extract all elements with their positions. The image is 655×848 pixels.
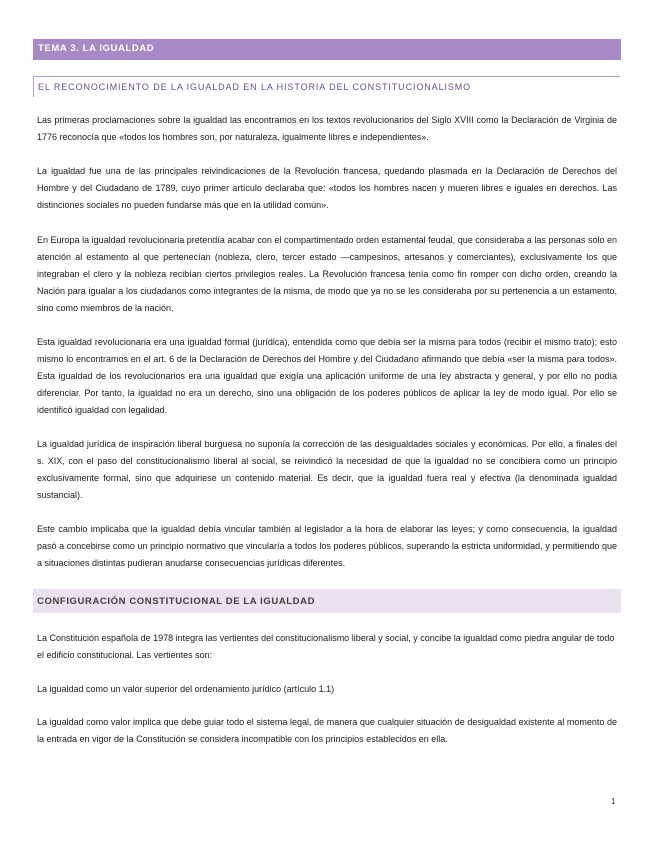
section-heading-constitutional: [33, 589, 621, 613]
section-title: EL RECONOCIMIENTO DE LA IGUALDAD EN LA HISTORIA DEL CONSTITUCIONALISMO: [38, 82, 472, 92]
page-number: 1: [611, 797, 616, 806]
paragraph: Las primeras proclamaciones sobre la igualdad las encontramos en los textos revolucionarios del Siglo XVIII como la Declaración de Virginia de 1776 reconocía que «todos los hombres son, por naturaleza, igualmente libres e independientes».: [37, 115, 617, 142]
paragraph: La igualdad fue una de las principales reivindicaciones de la Revolución francesa, quedando plasmada en la Declaración de Derechos del Hombre y del Ciudadano de 1789, cuyo primer artículo declaraba que: «todos los hombres nacen y mueren libres e iguales en derechos. Las distinciones sociales no pueden fundarse más que en la utilidad común».: [37, 166, 617, 210]
paragraph: Este cambio implicaba que la igualdad debía vincular también al legislador a la hora de elaborar las leyes; y como consecuencia, la igualdad pasó a concebirse como un principio normativo que vincularía a todos los poderes públicos, superando la estricta uniformidad, y permitiendo que a situaciones distintas pudieran anudarse consecuencias jurídicas diferentes.: [37, 524, 617, 568]
section-heading-history: [33, 76, 620, 97]
section-title: CONFIGURACIÓN CONSTITUCIONAL DE LA IGUALDAD: [37, 596, 316, 607]
topic-title: TEMA 3. LA IGUALDAD: [38, 43, 155, 54]
topic-header-bar: [33, 39, 621, 60]
paragraph: La igualdad jurídica de inspiración liberal burguesa no suponía la corrección de las desigualdades sociales y económicas. Por ello, a finales del s. XIX, con el paso del constitucionalismo liberal al social, se reivindicó la necesidad de que la igualdad no se concibiera como un principio exclusivamente formal, sino que adquiriese un contenido material. Es decir, que la igualdad fuera real y efectiva (la denominada igualdad sustancial).: [37, 439, 617, 500]
subheading: La igualdad como un valor superior del ordenamiento jurídico (artículo 1.1): [37, 684, 335, 694]
paragraph: En Europa la igualdad revolucionaria pretendía acabar con el compartimentado orden estamental feudal, que consideraba a las personas sólo en atención al estamento al que pertenecían (nobleza, clero, tercer estado —campesinos, artesanos y comerciantes), exclusivamente los que integraban el clero y la nobleza recibían ciertos privilegios reales. La Revolución francesa tenía como fin romper con dicho orden, creando la Nación para igualar a los ciudadanos como integrantes de la misma, de modo que ya no se les consideraba por su pertenencia a un estamento, sino como miembros de la nación.: [37, 235, 617, 313]
paragraph: La Constitución española de 1978 integra las vertientes del constitucionalismo liberal y social, y concibe la igualdad como piedra angular de todo el edificio constitucional. Las vertientes son:: [37, 633, 615, 660]
paragraph: La igualdad como valor implica que debe guiar todo el sistema legal, de manera que cualquier situación de desigualdad existente al momento de la entrada en vigor de la Constitución se considera incompatible con los principios establecidos en ella.: [37, 717, 617, 744]
paragraph: Esta igualdad revolucionaria era una igualdad formal (jurídica), entendida como que debía ser la misma para todos (recibir el mismo trato); esto mismo lo encontramos en el art. 6 de la Declaración de Derechos del Hombre y del Ciudadano afirmando que debía «ser la misma para todos». Esta igualdad de los revolucionarios era una igualdad que exigía una aplicación uniforme de una ley abstracta y general, y por ello no podía diferenciar. Por tanto, la igualdad no era un derecho, sino una obligación de los poderes públicos de aplicar la ley de modo igual. Por ello se identificó igualdad con legalidad.: [37, 337, 617, 415]
